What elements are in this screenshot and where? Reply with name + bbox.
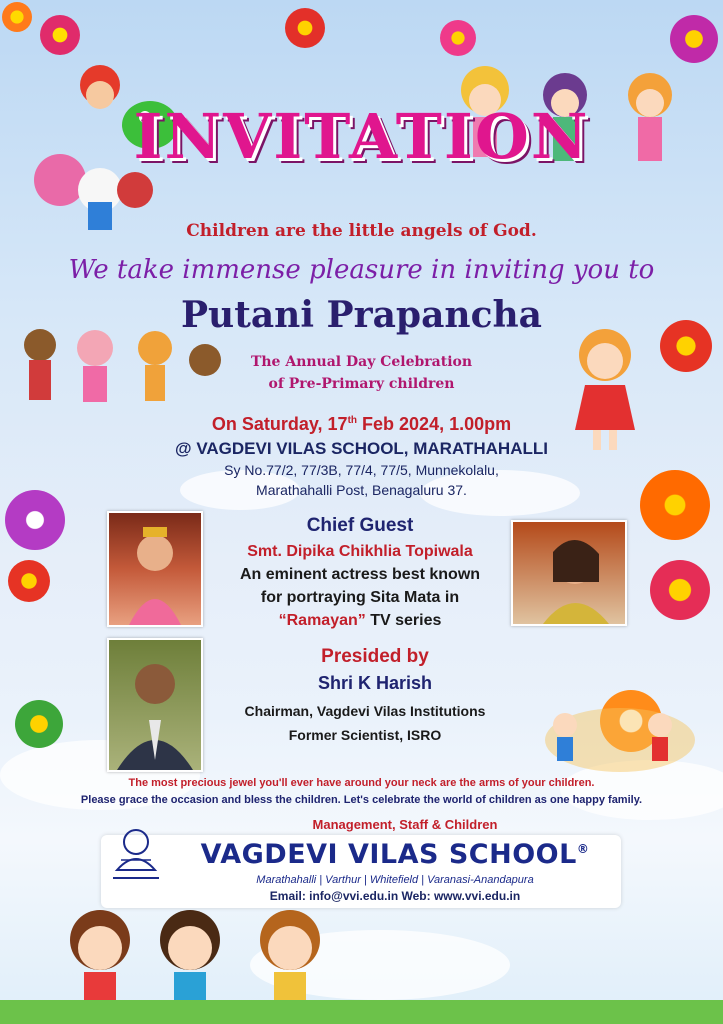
venue-address-line2: Marathahalli Post, Benagaluru 37. — [256, 482, 467, 498]
flower-icon — [285, 8, 325, 48]
page-title: INVITATION — [133, 100, 590, 173]
registered-mark: ® — [576, 842, 590, 856]
president-name: Shri K Harish — [317, 673, 433, 693]
from-line: Management, Staff & Children — [312, 817, 498, 832]
flower-icon — [15, 700, 63, 748]
event-date — [0, 414, 723, 435]
chief-guest-heading: Chief Guest — [306, 515, 414, 536]
flower-icon — [440, 20, 476, 56]
event-subtitle-line1: The Annual Day Celebration — [250, 354, 473, 370]
flower-icon — [2, 2, 32, 32]
venue-name: @ VAGDEVI VILAS SCHOOL, MARATHAHALLI — [175, 439, 548, 458]
ramayan-title: “Ramayan” — [278, 612, 366, 629]
flower-icon — [640, 470, 710, 540]
grace-message: Please grace the occasion and bless the children. Let's celebrate the world of children as one happy family. — [80, 794, 643, 806]
school-contact: Email: info@vvi.edu.in Web: www.vvi.edu.in — [269, 889, 521, 903]
school-name — [170, 839, 620, 870]
venue-address-line1: Sy No.77/2, 77/3B, 77/4, 77/5, Munnekolalu, — [224, 462, 499, 478]
presided-heading: Presided by — [321, 646, 429, 667]
chief-guest-desc-line1: An eminent actress best known — [239, 566, 481, 583]
school-branches: Marathahalli | Varthur | Whitefield | Varanasi-Anandapura — [256, 874, 534, 886]
flower-icon — [650, 560, 710, 620]
invite-line: We take immense pleasure in inviting you to — [68, 255, 655, 285]
president-photo — [107, 638, 203, 772]
chief-guest-photo — [511, 520, 627, 626]
chief-guest-desc-line2: for portraying Sita Mata in — [260, 589, 460, 606]
president-title-line1: Chairman, Vagdevi Vilas Institutions — [244, 703, 486, 719]
school-name-text: VAGDEVI VILAS SCHOOL — [200, 839, 577, 870]
event-name: Putani Prapancha — [180, 294, 543, 336]
flower-icon — [8, 560, 50, 602]
flower-icon — [5, 490, 65, 550]
chief-guest-photo-ramayan — [107, 511, 203, 627]
date-prefix: On Saturday, 17 — [211, 414, 348, 434]
chief-guest-name: Smt. Dipika Chikhlia Topiwala — [247, 543, 473, 560]
chief-guest-desc-line3 — [205, 612, 515, 630]
flower-icon — [40, 15, 80, 55]
event-subtitle-line2: of Pre-Primary children — [268, 376, 455, 392]
tv-series-text: TV series — [365, 612, 442, 629]
jewel-quote: The most precious jewel you'll ever have around your neck are the arms of your children. — [128, 777, 595, 789]
date-suffix-ordinal: th — [347, 415, 358, 426]
tagline: Children are the little angels of God. — [186, 221, 537, 241]
music-kids-illustration — [540, 700, 700, 780]
president-title-line2: Former Scientist, ISRO — [288, 727, 442, 743]
grass-ground — [0, 1000, 723, 1024]
date-rest: Feb 2024, 1.00pm — [357, 414, 512, 434]
school-logo — [105, 820, 167, 892]
